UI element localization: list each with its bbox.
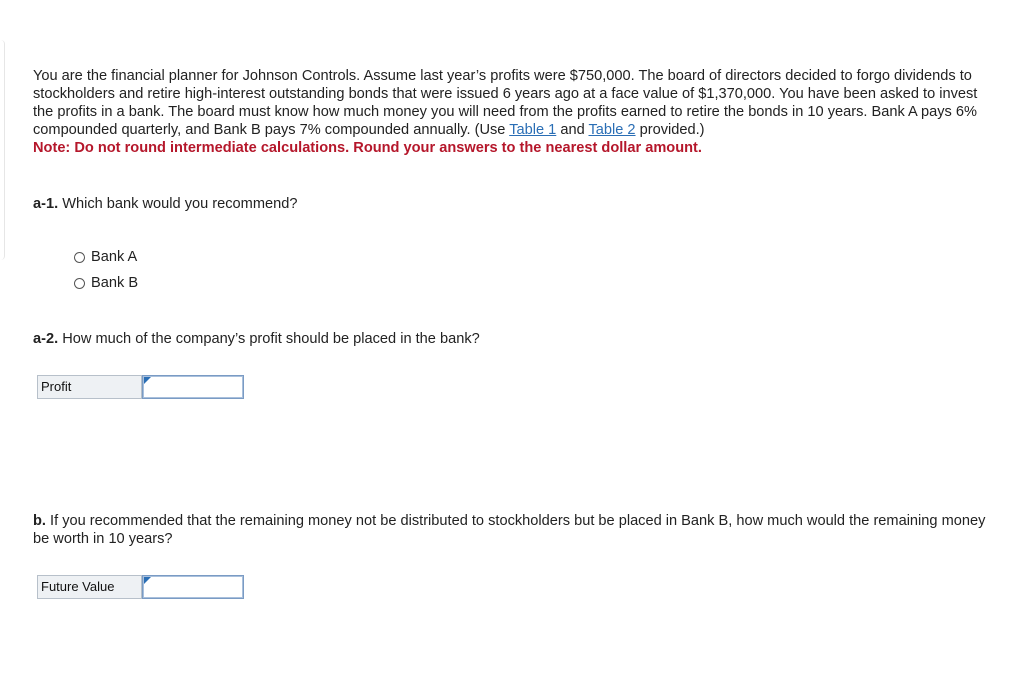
radio-bank-b-label: Bank B: [91, 275, 139, 291]
future-value-label: Future Value: [37, 575, 142, 599]
question-a1-text: Which bank would you recommend?: [58, 196, 298, 212]
question-a1: [33, 195, 993, 213]
radio-bank-a[interactable]: [74, 249, 137, 265]
future-value-input[interactable]: [143, 576, 243, 598]
profit-input-box[interactable]: [142, 375, 244, 399]
radio-bank-a-label: Bank A: [91, 249, 138, 265]
problem-text: You are the financial planner for Johnson Controls. Assume last year’s profits were $750,000. The board of directors decided to forgo dividends to stockholders and retire high-interest outstanding bonds that were issued 6 years ago at a face value of $1,370,000. You have been asked to invest the profits in a bank. The board must know how much money you will need from the profits earned to retire the bonds in 10 years. Bank A pays 6% compounded quarterly, and Bank B pays 7% compounded annually. (Use: [33, 68, 978, 138]
question-b-text: If you recommended that the remaining money not be distributed to stockholders but be placed in Bank B, how much would the remaining money be worth in 10 years?: [33, 513, 986, 547]
question-a2-label: a-2.: [33, 331, 59, 347]
profit-input-row: [37, 375, 244, 399]
profit-label: Profit: [37, 375, 142, 399]
table-1-link[interactable]: Table 1: [509, 122, 557, 138]
problem-text-and: and: [556, 122, 589, 138]
radio-circle-bank-a[interactable]: [74, 252, 85, 263]
question-b-label: b.: [33, 513, 46, 529]
radio-bank-b[interactable]: [74, 275, 138, 291]
question-b: [33, 512, 993, 548]
table-2-link[interactable]: Table 2: [588, 122, 636, 138]
profit-input[interactable]: [143, 376, 243, 398]
question-a1-label: a-1.: [33, 196, 59, 212]
question-a2-text: How much of the company’s profit should be placed in the bank?: [58, 331, 480, 347]
problem-text-provided: provided.): [635, 122, 705, 138]
future-value-input-row: [37, 575, 244, 599]
question-a2: [33, 330, 993, 348]
left-edge-border: [0, 40, 5, 260]
radio-circle-bank-b[interactable]: [74, 278, 85, 289]
problem-statement: [33, 67, 993, 157]
rounding-note: Note: Do not round intermediate calculations. Round your answers to the nearest dollar amount.: [33, 140, 702, 156]
future-value-input-box[interactable]: [142, 575, 244, 599]
problem-paragraph: [33, 67, 993, 139]
